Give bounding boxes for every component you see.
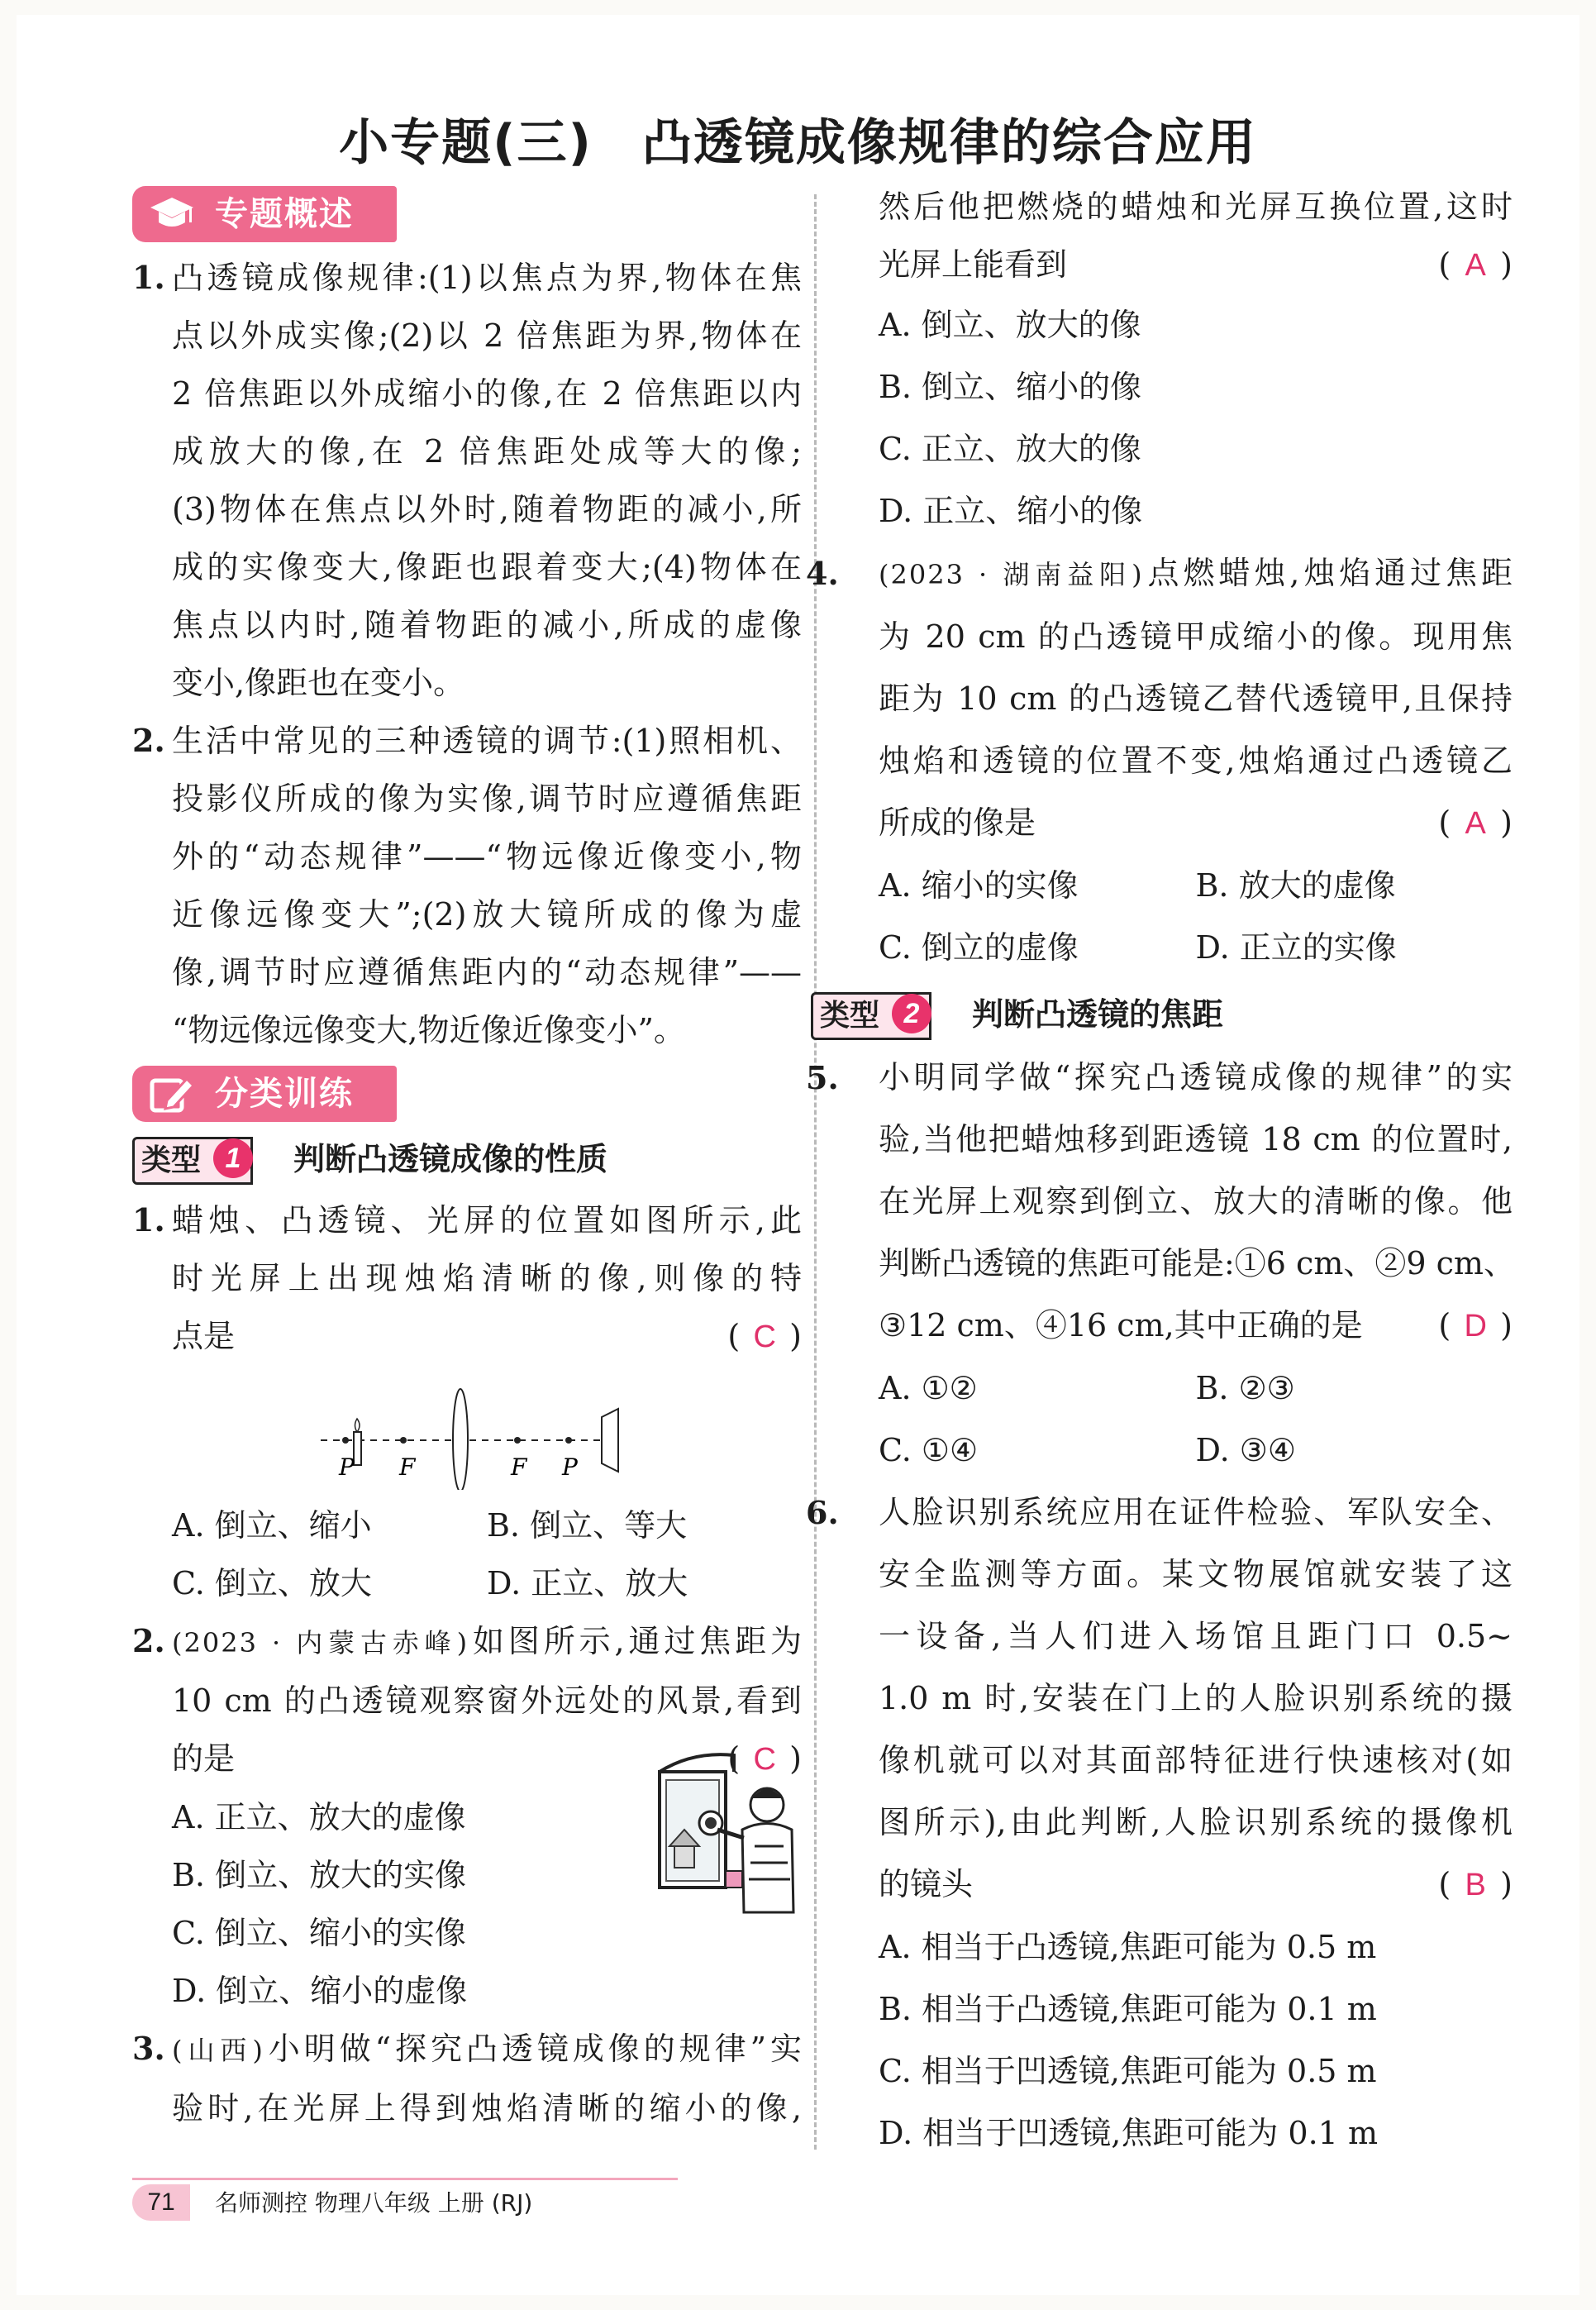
overview-item-2 — [132, 712, 802, 1059]
page-footer — [132, 2183, 678, 2224]
label-F1: F — [399, 1453, 416, 1481]
type-title: 判断凸透镜的焦距 — [972, 996, 1224, 1033]
question-source: (山西) — [172, 2035, 264, 2066]
answer-paren — [1438, 236, 1513, 294]
text-line: 10 cm 的凸透镜观察窗外远处的风景,看到 — [172, 1682, 802, 1719]
option-a: A. 相当于凸透镜,焦距可能为 0.5 m — [879, 1929, 1377, 1965]
options-with-figure — [172, 1788, 802, 2020]
left-column — [132, 186, 802, 2137]
type-title: 判断凸透镜成像的性质 — [293, 1141, 608, 1177]
answer-letter: B — [1465, 1868, 1486, 1902]
edit-pencil-icon — [149, 1074, 195, 1114]
type-2-header — [811, 986, 1513, 1043]
option-c: C. 倒立的虚像 — [879, 929, 1079, 966]
text-line: 生活中常见的三种透镜的调节:(1)照相机、 — [172, 723, 802, 759]
question-number: 4. — [806, 555, 839, 592]
options-row — [879, 1420, 1513, 1482]
option-d: D. 倒立、缩小的虚像 — [172, 1973, 468, 2009]
paren-open: ( — [727, 1318, 741, 1354]
option-a: A. 正立、放大的虚像 — [172, 1799, 466, 1835]
option-d: D. 正立、缩小的像 — [879, 493, 1143, 529]
paren-close: ) — [1500, 1866, 1513, 1902]
answer-line — [879, 236, 1513, 294]
answer-line — [879, 1295, 1513, 1358]
text-line: 2 倍焦距以外成缩小的像,在 2 倍焦距以内 — [172, 375, 802, 412]
text-segment: 小明做“探究凸透镜成像的规律”实 — [264, 2031, 802, 2067]
option-c: C. 倒立、放大 — [172, 1565, 372, 1601]
option-c: C. 倒立、缩小的实像 — [172, 1915, 466, 1951]
text-line: 一设备,当人们进入场馆且距门口 0.5~ — [879, 1618, 1513, 1654]
question-number: 2. — [132, 1622, 165, 1659]
options-row — [879, 1358, 1513, 1420]
answer-paren — [1438, 1854, 1513, 1916]
question-number: 6. — [806, 1494, 839, 1531]
text-line: 凸透镜成像规律:(1)以焦点为界,物体在焦 — [172, 260, 802, 296]
type-label: 类型 — [132, 1137, 253, 1185]
type-label: 类型 — [811, 992, 931, 1040]
option-b: B. 倒立、放大的实像 — [172, 1857, 467, 1893]
option-d: D. 相当于凹透镜,焦距可能为 0.1 m — [879, 2115, 1378, 2151]
text-line: 投影仪所成的像为实像,调节时应遵循焦距 — [172, 780, 802, 817]
text-line: 的是 — [172, 1740, 236, 1777]
answer-letter: A — [1465, 248, 1486, 283]
text-line: 成的实像变大,像距也跟着变大;(4)物体在 — [172, 549, 802, 585]
text-line: ③12 cm、④16 cm,其中正确的是 — [879, 1307, 1363, 1344]
type-1-header — [132, 1130, 802, 1188]
text-segment: 点燃蜡烛,烛焰通过焦距 — [1143, 555, 1513, 591]
text-line: 安全监测等方面。某文物展馆就安装了这 — [879, 1556, 1513, 1592]
paren-open: ( — [1438, 1866, 1451, 1902]
text-line: 光屏上能看到 — [879, 246, 1068, 283]
text-line: 验时,在光屏上得到烛焰清晰的缩小的像, — [172, 2090, 802, 2126]
overview-heading: 专题概述 — [215, 195, 354, 233]
option-a: A. 倒立、放大的像 — [879, 307, 1141, 343]
answer-letter: C — [753, 1320, 776, 1354]
option-a: A. 倒立、缩小 — [172, 1507, 372, 1544]
paren-close: ) — [789, 1318, 802, 1354]
paren-close: ) — [1500, 1307, 1513, 1344]
answer-paren — [1438, 792, 1513, 855]
text-line: 验,当他把蜡烛移到距透镜 18 cm 的位置时, — [879, 1121, 1513, 1157]
paren-open: ( — [727, 1740, 741, 1777]
question-source: (2023 · 内蒙古赤峰) — [172, 1627, 469, 1659]
text-line: 变小,像距也在变小。 — [172, 665, 465, 701]
text-line: 蜡烛、凸透镜、光屏的位置如图所示,此 — [172, 1202, 802, 1239]
text-line: 在光屏上观察到倒立、放大的清晰的像。他 — [879, 1183, 1513, 1219]
text-line — [172, 2020, 802, 2079]
column-divider — [814, 194, 817, 2150]
text-line: 点是 — [172, 1318, 236, 1354]
text-line: 距为 10 cm 的凸透镜乙替代透镜甲,且保持 — [879, 680, 1513, 717]
page-number: 71 — [132, 2184, 190, 2221]
training-banner — [132, 1066, 802, 1124]
text-line: 判断凸透镜的焦距可能是:①6 cm、②9 cm、 — [879, 1245, 1515, 1281]
question-4 — [806, 542, 1513, 979]
paren-close: ) — [1500, 246, 1513, 283]
book-title: 名师测控 物理八年级 上册 (RJ) — [215, 2189, 533, 2217]
text-line: (3)物体在焦点以外时,随着物距的减小,所 — [172, 491, 802, 527]
question-3 — [132, 2020, 802, 2137]
option-b: B. 倒立、缩小的像 — [879, 369, 1142, 405]
option-c: C. 相当于凹透镜,焦距可能为 0.5 m — [879, 2053, 1377, 2089]
option-b: B. 放大的虚像 — [1195, 867, 1396, 904]
option-b: B. 相当于凸透镜,焦距可能为 0.1 m — [879, 1991, 1377, 2027]
item-number: 1. — [132, 259, 165, 296]
label-P2: P — [562, 1453, 578, 1481]
title-sub: 凸透镜成像规律的综合应用 — [641, 114, 1257, 172]
lens-setup-diagram — [172, 1366, 802, 1490]
item-number: 2. — [132, 722, 165, 759]
text-line: 成放大的像,在 2 倍焦距处成等大的像; — [172, 433, 802, 470]
question-source: (2023 · 湖南益阳) — [879, 559, 1144, 590]
text-line: 小明同学做“探究凸透镜成像的规律”的实 — [879, 1059, 1513, 1095]
answer-letter: C — [753, 1742, 776, 1777]
answer-paren — [727, 1307, 802, 1366]
text-line — [172, 1612, 802, 1672]
question-5 — [806, 1047, 1515, 1482]
option-a: A. ①② — [879, 1370, 978, 1406]
text-line: 像,调节时应遵循焦距内的“动态规律”—— — [172, 954, 802, 990]
question-6 — [806, 1482, 1513, 2164]
text-line: 图所示),由此判断,人脸识别系统的摄像机 — [879, 1804, 1513, 1840]
paren-close: ) — [789, 1740, 802, 1777]
option-c: C. ①④ — [879, 1432, 979, 1468]
options-row — [172, 1496, 802, 1554]
option-a: A. 缩小的实像 — [879, 867, 1079, 904]
text-line: 烛焰和透镜的位置不变,烛焰通过凸透镜乙 — [879, 742, 1513, 779]
answer-letter: A — [1465, 806, 1486, 841]
answer-line — [172, 1307, 802, 1366]
footer-rule — [132, 2178, 678, 2180]
question-1 — [132, 1191, 802, 1612]
page-title — [0, 103, 1596, 174]
question-3-continued — [839, 178, 1513, 542]
paren-open: ( — [1438, 804, 1451, 841]
option-d: D. 正立、放大 — [487, 1565, 688, 1601]
label-P1: P — [339, 1453, 355, 1481]
option-c: C. 正立、放大的像 — [879, 431, 1141, 467]
question-2 — [132, 1612, 802, 2020]
paren-open: ( — [1438, 1307, 1451, 1344]
text-line: 像机就可以对其面部特征进行快速核对(如 — [879, 1742, 1513, 1778]
type-number-badge: 2 — [892, 994, 931, 1033]
text-line: “物远像远像变大,物近像近像变小”。 — [172, 1012, 685, 1048]
window-lens-illustration — [651, 1747, 800, 1929]
question-number: 1. — [132, 1201, 165, 1239]
option-b: B. ②③ — [1195, 1370, 1295, 1406]
text-line: 人脸识别系统应用在证件检验、军队安全、 — [879, 1494, 1513, 1530]
text-line: 时光屏上出现烛焰清晰的像,则像的特 — [172, 1260, 802, 1296]
option-d: D. ③④ — [1195, 1432, 1296, 1468]
text-line: 近像远像变大”;(2)放大镜所成的像为虚 — [172, 896, 802, 933]
options-row — [879, 855, 1513, 917]
answer-line — [879, 1854, 1513, 1916]
options-row — [879, 917, 1513, 979]
text-line: 1.0 m 时,安装在门上的人脸识别系统的摄 — [879, 1680, 1513, 1716]
paren-close: ) — [1500, 804, 1513, 841]
text-line: 外的“动态规律”——“物远像近像变小,物 — [172, 838, 802, 875]
text-line: 焦点以内时,随着物距的减小,所成的虚像 — [172, 607, 802, 643]
text-line: 的镜头 — [879, 1866, 974, 1902]
answer-paren — [1438, 1295, 1513, 1358]
overview-item-1 — [132, 249, 802, 712]
type-number-badge: 1 — [213, 1138, 253, 1178]
overview-banner — [132, 186, 802, 244]
training-heading: 分类训练 — [215, 1075, 354, 1113]
options-row — [172, 1554, 802, 1612]
text-line: 点以外成实像;(2)以 2 倍焦距为界,物体在 — [172, 317, 802, 354]
text-line: 然后他把燃烧的蜡烛和光屏互换位置,这时 — [879, 189, 1513, 225]
title-main: 小专题(三) — [339, 114, 593, 172]
label-F2: F — [511, 1453, 527, 1481]
graduation-cap-icon — [149, 194, 195, 234]
paren-open: ( — [1438, 246, 1451, 283]
text-line — [879, 542, 1513, 606]
answer-letter: D — [1464, 1309, 1487, 1344]
text-line: 所成的像是 — [879, 804, 1036, 841]
right-column — [806, 178, 1515, 2164]
text-line: 为 20 cm 的凸透镜甲成缩小的像。现用焦 — [879, 618, 1513, 655]
option-d: D. 正立的实像 — [1195, 929, 1397, 966]
answer-line — [879, 792, 1513, 855]
option-b: B. 倒立、等大 — [487, 1507, 688, 1544]
text-segment: 如图所示,通过焦距为 — [469, 1623, 802, 1659]
question-number: 5. — [806, 1059, 839, 1096]
question-number: 3. — [132, 2030, 165, 2067]
